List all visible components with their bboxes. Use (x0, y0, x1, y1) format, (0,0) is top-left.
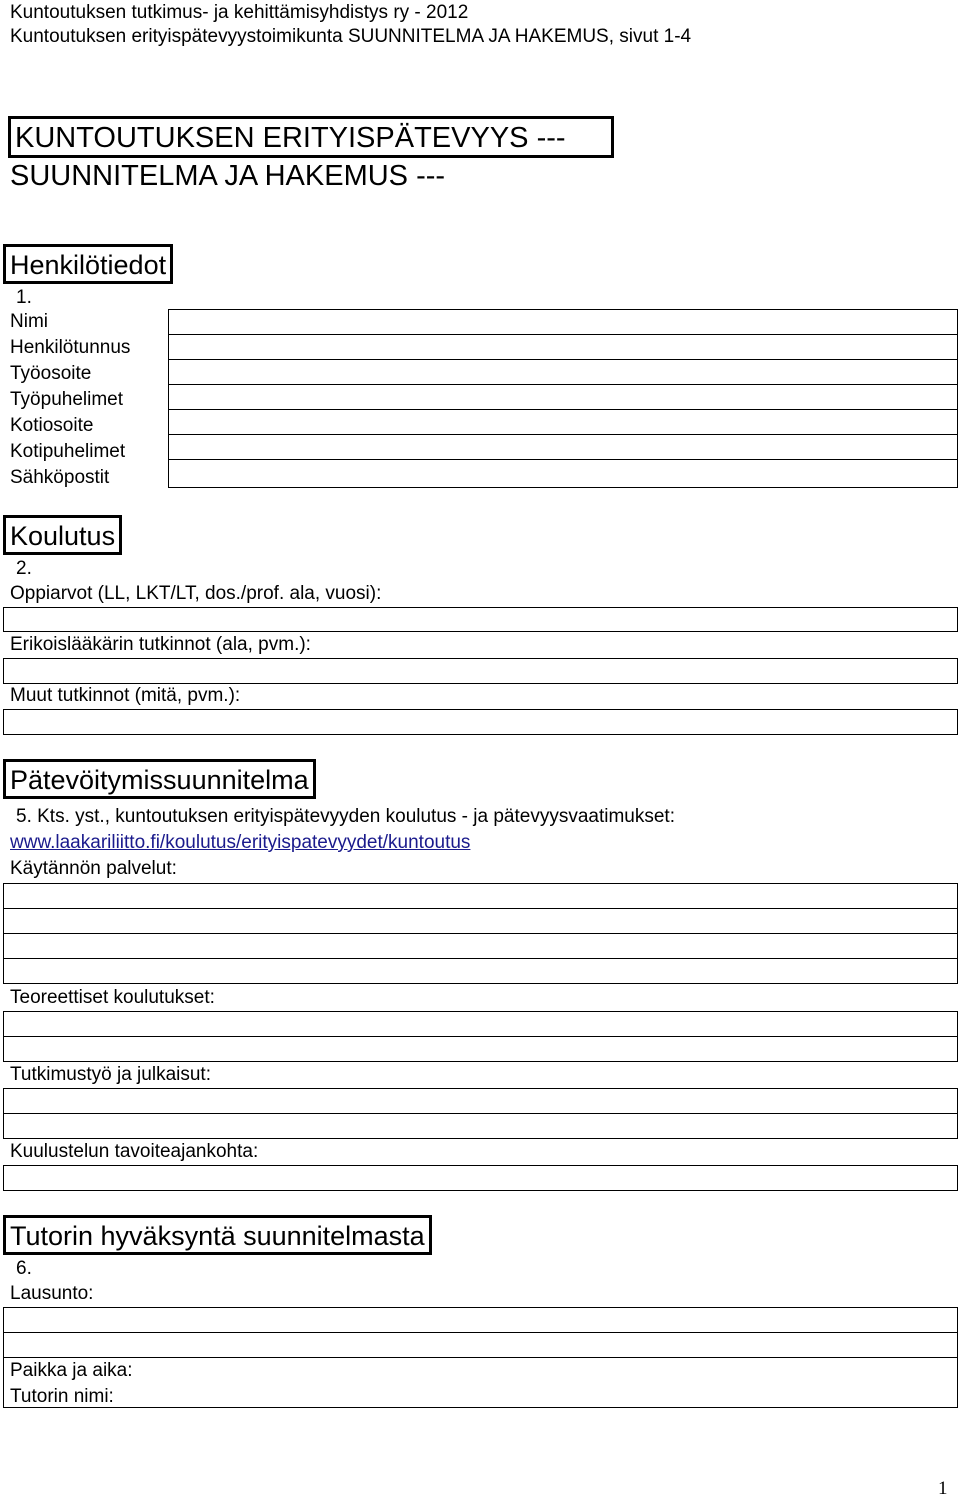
specialist-degrees-field[interactable] (3, 658, 958, 684)
label-research-publications: Tutkimustyö ja julkaisut: (10, 1064, 211, 1085)
research-publications-field-1[interactable] (3, 1088, 958, 1114)
degrees-field[interactable] (3, 607, 958, 632)
name-field[interactable] (168, 309, 958, 335)
label-degrees: Oppiarvot (LL, LKT/LT, dos./prof. ala, vuosi): (10, 583, 382, 604)
label-other-degrees: Muut tutkinnot (mitä, pvm.): (10, 685, 241, 706)
home-phones-field[interactable] (168, 434, 958, 460)
section-heading-plan: Pätevöitymissuunnitelma (3, 759, 316, 799)
requirements-link[interactable]: www.laakariliitto.fi/koulutus/erityispatevyydet/kuntoutus (10, 832, 471, 853)
label-specialist-degrees: Erikoislääkärin tutkinnot (ala, pvm.): (10, 634, 311, 655)
other-degrees-field[interactable] (3, 709, 958, 735)
theoretical-training-field-2[interactable] (3, 1036, 958, 1062)
section-number-2: 2. (16, 558, 32, 579)
page-number: 1 (938, 1478, 948, 1499)
statement-field-1[interactable] (3, 1307, 958, 1333)
home-address-field[interactable] (168, 409, 958, 435)
practical-services-field-4[interactable] (3, 958, 958, 984)
label-work-phones: Työpuhelimet (10, 389, 124, 410)
header-line-2: Kuntoutuksen erityispätevyystoimikunta SUUNNITELMA JA HAKEMUS, sivut 1-4 (10, 26, 692, 47)
document-title-line-2: SUUNNITELMA JA HAKEMUS --- (10, 160, 446, 192)
document-title-line-1: KUNTOUTUKSEN ERITYISPÄTEVYYS --- (8, 116, 614, 158)
research-publications-field-2[interactable] (3, 1113, 958, 1139)
label-home-phones: Kotipuhelimet (10, 441, 126, 462)
section-number-1: 1. (16, 287, 32, 308)
section-heading-education: Koulutus (3, 515, 122, 555)
emails-field[interactable] (168, 459, 958, 488)
practical-services-field-3[interactable] (3, 933, 958, 959)
label-emails: Sähköpostit (10, 467, 110, 488)
label-practical-services: Käytännön palvelut: (10, 858, 177, 879)
place-date-name-box[interactable] (3, 1357, 958, 1408)
work-phones-field[interactable] (168, 384, 958, 410)
plan-intro: 5. Kts. yst., kuntoutuksen erityispätevyyden koulutus - ja pätevyysvaatimukset: (16, 806, 675, 827)
section-heading-tutor: Tutorin hyväksyntä suunnitelmasta (3, 1215, 432, 1255)
practical-services-field-2[interactable] (3, 908, 958, 934)
section-number-6: 6. (16, 1258, 32, 1279)
label-statement: Lausunto: (10, 1283, 94, 1304)
label-tutor-name: Tutorin nimi: (10, 1386, 114, 1407)
label-place-and-date: Paikka ja aika: (10, 1360, 133, 1381)
exam-target-date-field[interactable] (3, 1165, 958, 1191)
personal-id-field[interactable] (168, 334, 958, 360)
label-home-address: Kotiosoite (10, 415, 94, 436)
section-heading-personal: Henkilötiedot (3, 244, 173, 284)
header-line-1: Kuntoutuksen tutkimus- ja kehittämisyhdistys ry - 2012 (10, 2, 469, 23)
label-personal-id: Henkilötunnus (10, 337, 131, 358)
label-work-address: Työosoite (10, 363, 92, 384)
label-name: Nimi (10, 311, 48, 332)
work-address-field[interactable] (168, 359, 958, 385)
practical-services-field-1[interactable] (3, 883, 958, 909)
label-exam-target-date: Kuulustelun tavoiteajankohta: (10, 1141, 259, 1162)
statement-field-2[interactable] (3, 1332, 958, 1358)
label-theoretical-training: Teoreettiset koulutukset: (10, 987, 215, 1008)
theoretical-training-field-1[interactable] (3, 1011, 958, 1037)
